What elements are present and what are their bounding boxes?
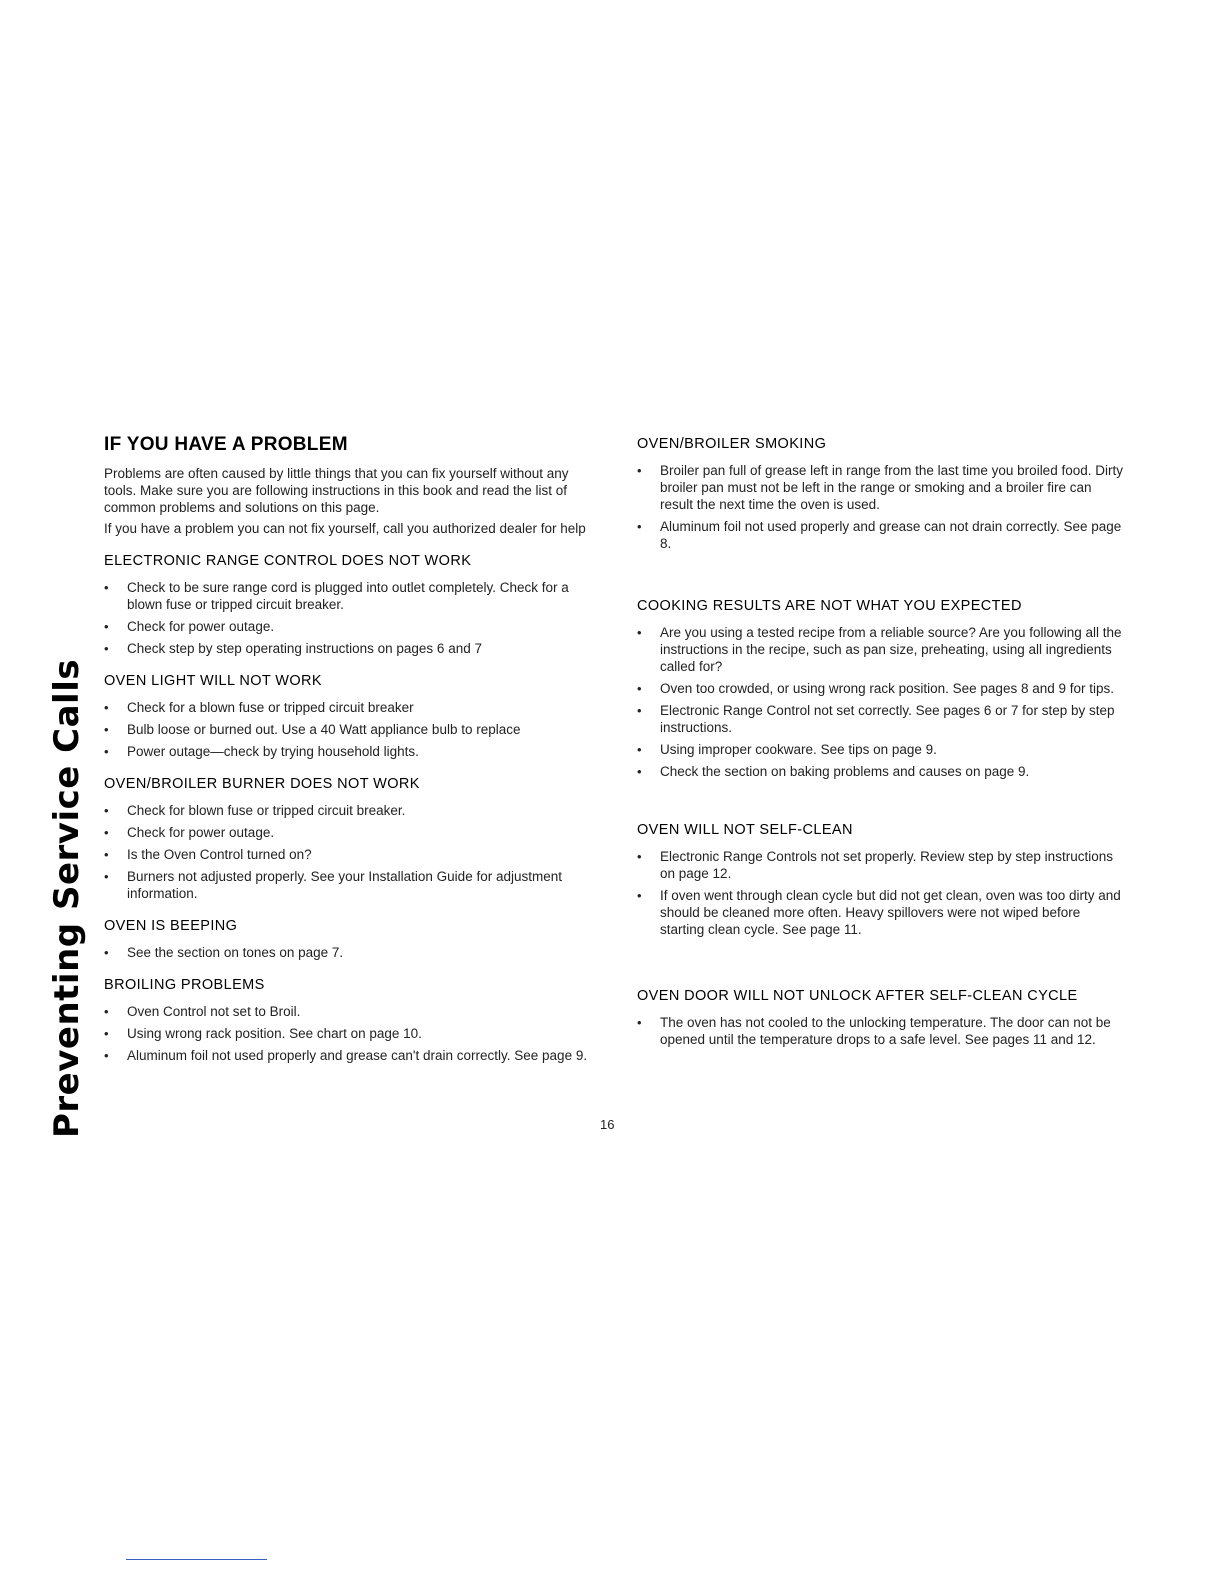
section-oven-broiler-smoking [637,436,1127,552]
bullet-icon: • [104,847,109,862]
list-item: • Check step by step operating instructions on pages 6 and 7 [104,641,482,656]
bullet-icon: • [104,580,109,595]
intro-paragraph: Problems are often caused by little things that you can fix yourself without any tools. Make sure you are following instructions in this book and read the list of common problems and solutions on this page. [104,466,569,515]
section-heading: OVEN/BROILER BURNER DOES NOT WORK [104,776,420,792]
section-electronic-range-control [104,553,594,657]
bullet-icon: • [637,742,642,757]
left-column [104,434,594,1069]
intro-text [104,465,594,537]
list-item: • Using wrong rack position. See chart on page 10. [104,1026,422,1041]
bullet-icon: • [637,888,642,903]
list-item: • Check for power outage. [104,825,275,840]
intro-paragraph: If you have a problem you can not fix yourself, call you authorized dealer for help [104,521,586,536]
bullet-icon: • [637,519,642,534]
list-item: • Check for power outage. [104,619,275,634]
bullet-icon: • [104,1026,109,1041]
section-heading: OVEN IS BEEPING [104,918,238,934]
bullet-icon: • [637,849,642,864]
bullet-icon: • [637,764,642,779]
list-item: • Check for blown fuse or tripped circuit breaker. [104,803,406,818]
bullet-icon: • [104,825,109,840]
list-item: • If oven went through clean cycle but did not get clean, oven was too dirty and should be cleaned more often. Heavy spillovers were not wiped before starting clean cycle. See page 11. [637,888,1121,937]
list-item: • Check for a blown fuse or tripped circuit breaker [104,700,414,715]
bullet-icon: • [637,463,642,478]
bullet-icon: • [104,1048,109,1063]
list-item: • Aluminum foil not used properly and grease can not drain correctly. See page 8. [637,519,1122,551]
section-cooking-results [637,598,1127,780]
bullet-icon: • [637,1015,642,1030]
bullet-icon: • [104,803,109,818]
list-item: • Is the Oven Control turned on? [104,847,312,862]
section-heading: OVEN DOOR WILL NOT UNLOCK AFTER SELF-CLEAN CYCLE [637,988,1078,1004]
list-item: • Check to be sure range cord is plugged into outlet completely. Check for a blown fuse or tripped circuit breaker. [104,580,569,612]
list-item: • See the section on tones on page 7. [104,945,344,960]
section-broiling-problems [104,977,594,1064]
section-heading: BROILING PROBLEMS [104,977,265,993]
bullet-icon: • [104,722,109,737]
side-section-title: Preventing Service Calls [47,658,87,1138]
right-column [637,436,1127,1053]
section-oven-beeping [104,918,594,961]
list-item: • Check the section on baking problems and causes on page 9. [637,764,1030,779]
bullet-icon: • [637,625,642,640]
list-item: • Using improper cookware. See tips on page 9. [637,742,937,757]
list-item: • Are you using a tested recipe from a reliable source? Are you following all the instructions in the recipe, such as pan size, preheating, using all ingredients called for? [637,625,1122,674]
bullet-icon: • [104,744,109,759]
bullet-icon: • [104,869,109,884]
page-number: 16 [600,1117,615,1132]
list-item: • The oven has not cooled to the unlocking temperature. The door can not be opened until the temperature drops to a safe level. See pages 11 and 12. [637,1015,1111,1047]
bullet-icon: • [104,700,109,715]
section-oven-light [104,673,594,760]
bullet-icon: • [637,703,642,718]
list-item: • Oven Control not set to Broil. [104,1004,301,1019]
list-item: • Electronic Range Control not set correctly. See pages 6 or 7 for step by step instructions. [637,703,1115,735]
bullet-icon: • [104,1004,109,1019]
list-item: • Burners not adjusted properly. See your Installation Guide for adjustment information. [104,869,562,901]
bullet-icon: • [104,945,109,960]
bullet-icon: • [637,681,642,696]
footer-divider [126,1559,267,1560]
list-item: • Broiler pan full of grease left in range from the last time you broiled food. Dirty broiler pan must not be left in the range or smoking and a broiler fire can result the next time the oven is used. [637,463,1123,512]
section-self-clean [637,822,1127,938]
bullet-icon: • [104,641,109,656]
list-item: • Oven too crowded, or using wrong rack position. See pages 8 and 9 for tips. [637,681,1115,696]
section-heading: OVEN/BROILER SMOKING [637,436,827,452]
section-oven-broiler-burner [104,776,594,902]
list-item: • Aluminum foil not used properly and grease can't drain correctly. See page 9. [104,1048,588,1063]
page-title: IF YOU HAVE A PROBLEM [104,434,348,455]
section-door-unlock [637,988,1127,1048]
section-heading: OVEN WILL NOT SELF-CLEAN [637,822,853,838]
section-heading: ELECTRONIC RANGE CONTROL DOES NOT WORK [104,553,472,569]
list-item: • Electronic Range Controls not set properly. Review step by step instructions on page 12. [637,849,1113,881]
section-heading: OVEN LIGHT WILL NOT WORK [104,673,323,689]
list-item: • Bulb loose or burned out. Use a 40 Watt appliance bulb to replace [104,722,521,737]
list-item: • Power outage—check by trying household lights. [104,744,419,759]
bullet-icon: • [104,619,109,634]
section-heading: COOKING RESULTS ARE NOT WHAT YOU EXPECTED [637,598,1022,614]
